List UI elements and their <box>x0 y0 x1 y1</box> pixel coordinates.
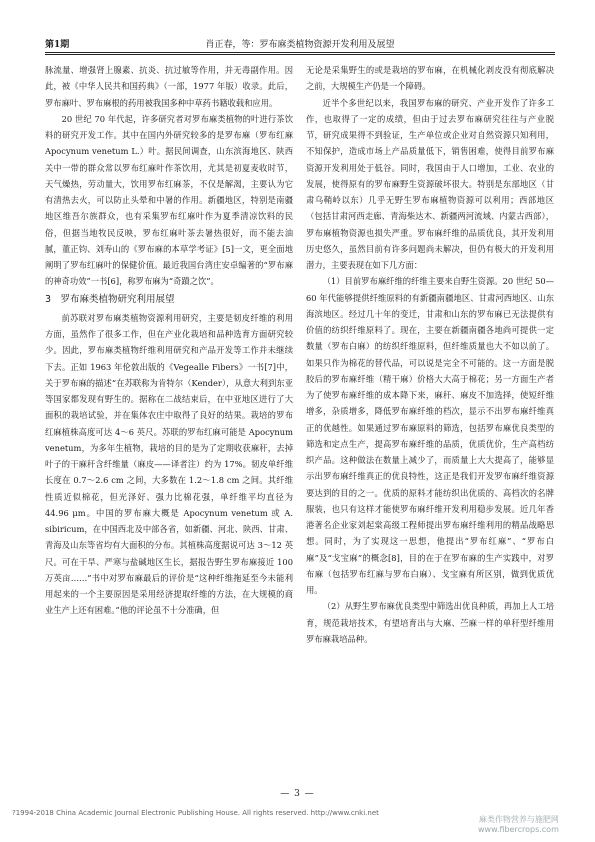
paragraph: （2）从野生罗布麻优良类型中筛选出优良种质，再加上人工培育，规范栽培技术，有望培育出与大麻、苎麻一样的单秆型纤维用罗布麻栽培品种。 <box>306 601 554 644</box>
left-column <box>45 62 293 776</box>
issue-label: 第1期 <box>45 40 70 50</box>
site-watermark <box>478 815 559 835</box>
running-header <box>45 36 555 50</box>
watermark-url: www.fibercrops.com <box>478 825 559 834</box>
header-rule-thin <box>45 54 555 55</box>
paragraph: 20 世纪 70 年代起，许多研究者对罗布麻类植物的叶进行茶饮料的研究开发工作。其中在国内外研究较多的是罗布麻（罗布红麻 Apocynum venetum L.）叶。据民间调查，山东滨海地区、陕西关中一带的群众常以罗布红麻叶作茶饮用，尤其是初夏麦收时节，天气燥热，劳动量大，饮用罗布红麻茶，不仅是解渴，主要认为它有清热去火，可以防止头晕和中暑的作用。新疆地区，特别是南疆地区维吾尔族群众，也有采集罗布红麻叶作为夏季清凉饮料的民俗，但据当地牧民反映，罗布红麻叶茶去暑热很好，而不能去油腻，董正钧、刘寿山的《罗布麻的本草学考证》[5]一文，更全面地阐明了罗布红麻叶的保健价值。最近我国台湾庄安卓编著的“罗布麻的神奇功效”一书[6]，称罗布麻为“奇蹟之饮”。 <box>45 113 293 287</box>
watermark-text: 麻类作物营养与施肥网 <box>478 815 559 824</box>
page-number: — 3 — <box>280 789 315 799</box>
paragraph: 近半个多世纪以来，我国罗布麻的研究、产业开发作了许多工作，也取得了一定的成绩，但由于过去罗布麻研究往往与产业脱节，研究成果得不到验证，生产单位或企业对自然资源只知利用，不知保护，造成市场上产品质量低下，销售困难，使得目前罗布麻资源开发利用处于低谷。同时，我国由于人口增加，工业、农业的发展，使得原有的罗布麻野生资源破坏很大。特别是东部地区（甘肃乌鞘岭以东）几乎无野生罗布麻植物资源可以利用；西部地区（包括甘肃河西走廊、青海柴达木、新疆两河流域、内蒙古西部），罗布麻植物资源也损失严重。罗布麻纤维的品质优良，其开发利用历史悠久，虽然目前有许多问题尚未解决，但仍有极大的开发利用潜力，主要表现在如下几方面： <box>306 97 554 270</box>
paragraph: 脉流量、增强肾上腺素、抗炎、抗过敏等作用，并无毒副作用。因此，被《中华人民共和国药典》（一部，1977 年版）收录。此后，罗布麻叶、罗布麻根的药用被我国多种中草药书籍收载和应用。 <box>45 65 293 108</box>
paragraph: 无论是采集野生的或是栽培的罗布麻，在机械化剥皮没有彻底解决之前，大规模生产仍是一个障碍。 <box>306 65 554 92</box>
header-rule <box>45 52 555 53</box>
paragraph: 前苏联对罗布麻类植物资源利用研究，主要是韧皮纤维的利用方面，虽然作了很多工作，但在产业化栽培和品种选育方面研究较少。因此，罗布麻类植物纤维利用研究和产品开发等工作并未继续下去。正如 1963 年伦敦出版的《Vegealle Fibers》一书[7]中，关于罗布麻的描述“在苏联称为肯特尔（Kender），从意大利到东亚等国家都发现有野生的。据称在二战结束后，在中亚地区进行了大面积的栽培试验，并在集体农庄中取得了良好的结果。栽培的罗布红麻植株高度可达 4～6 英尺。苏联的罗布红麻可能是 Apocynum venetum，为多年生植物，栽培的目的是为了定期收获麻秆，去掉叶子的干麻秆含纤维量（麻皮——译者注）约为 17%。韧皮单纤维长度在 0.7～2.6 cm 之间，大多数在 1.2～1.8 cm 之间。其纤维性质近似棉花，但光泽好、强力比棉花强，单纤维平均直径为 44.96 μm。中国的罗布麻大概是 Apocynum venetum 或 A. sibiricum，在中国西北及中部各省，如新疆、河北、陕西、甘肃、青海及山东等省均有大面积的分布。其植株高度据说可达 3～12 英尺。可在干旱、严寒与盐碱地区生长，据报告野生罗布麻接近 100 万英亩……”书中对罗布麻最后的评价是“这种纤维拖延至今未能利用起来的一个主要原因是采用经济提取纤维的方法，在大规模的商业生产上还有困难。”他的评论虽不十分准确，但 <box>45 312 293 616</box>
copyright-footer: ?1994-2018 China Academic Journal Electronic Publishing House. All rights reserved. http://www.cnki.net <box>12 809 379 817</box>
right-column <box>306 62 554 776</box>
section-heading: 3 罗布麻类植物研究利用展望 <box>45 293 175 305</box>
running-title: 肖正春，等：罗布麻类植物资源开发利用及展望 <box>205 40 395 50</box>
paragraph: （1）目前罗布麻纤维的纤维主要来自野生资源。20 世纪 50—60 年代能够提供纤维原料的有新疆南疆地区、甘肃河西地区、山东海滨地区。经过几十年的变迁，甘肃和山东的罗布麻已无法提供有价值的纺织纤维原料了。现在，主要在新疆南疆各地尚可提供一定数量（罗布白麻）的纺织纤维原料，但纤维质量也大不如以前了。如果只作为棉花的替代品，可以说是完全不可能的。这一方面是脱胶后的罗布麻纤维（精干麻）价格大大高于棉花；另一方面生产者为了使罗布麻纤维的成本降下来，麻秆、麻皮不加选择，使短纤维增多，杂质增多，降低罗布麻纤维的档次，显示不出罗布麻纤维真正的优越性。如果通过罗布麻原料的筛选，包括罗布麻优良类型的筛选和定点生产，提高罗布麻纤维的品质，优质优价，生产高档纺织产品。这种做法在数量上减少了，而质量上大大提高了，能够显示出罗布麻纤维真正的优良特性，这正是我们开发罗布麻纤维资源要达到的目的之一。优质的原料才能纺织出优质的、高档次的名牌服装，也只有这样才能使罗布麻纤维开发利用稳步发展。近几年香港著名企业家刘起棠高级工程师提出罗布麻纤维利用的精品战略思想。同时，为了实现这一思想，他提出“罗布红麻”、“罗布白麻”及“戈宝麻”的概念[8]，目的在于在罗布麻的生产实践中，对罗布麻（包括罗布红麻与罗布白麻）、戈宝麻有所区别，做到优质优用。 <box>306 276 554 595</box>
